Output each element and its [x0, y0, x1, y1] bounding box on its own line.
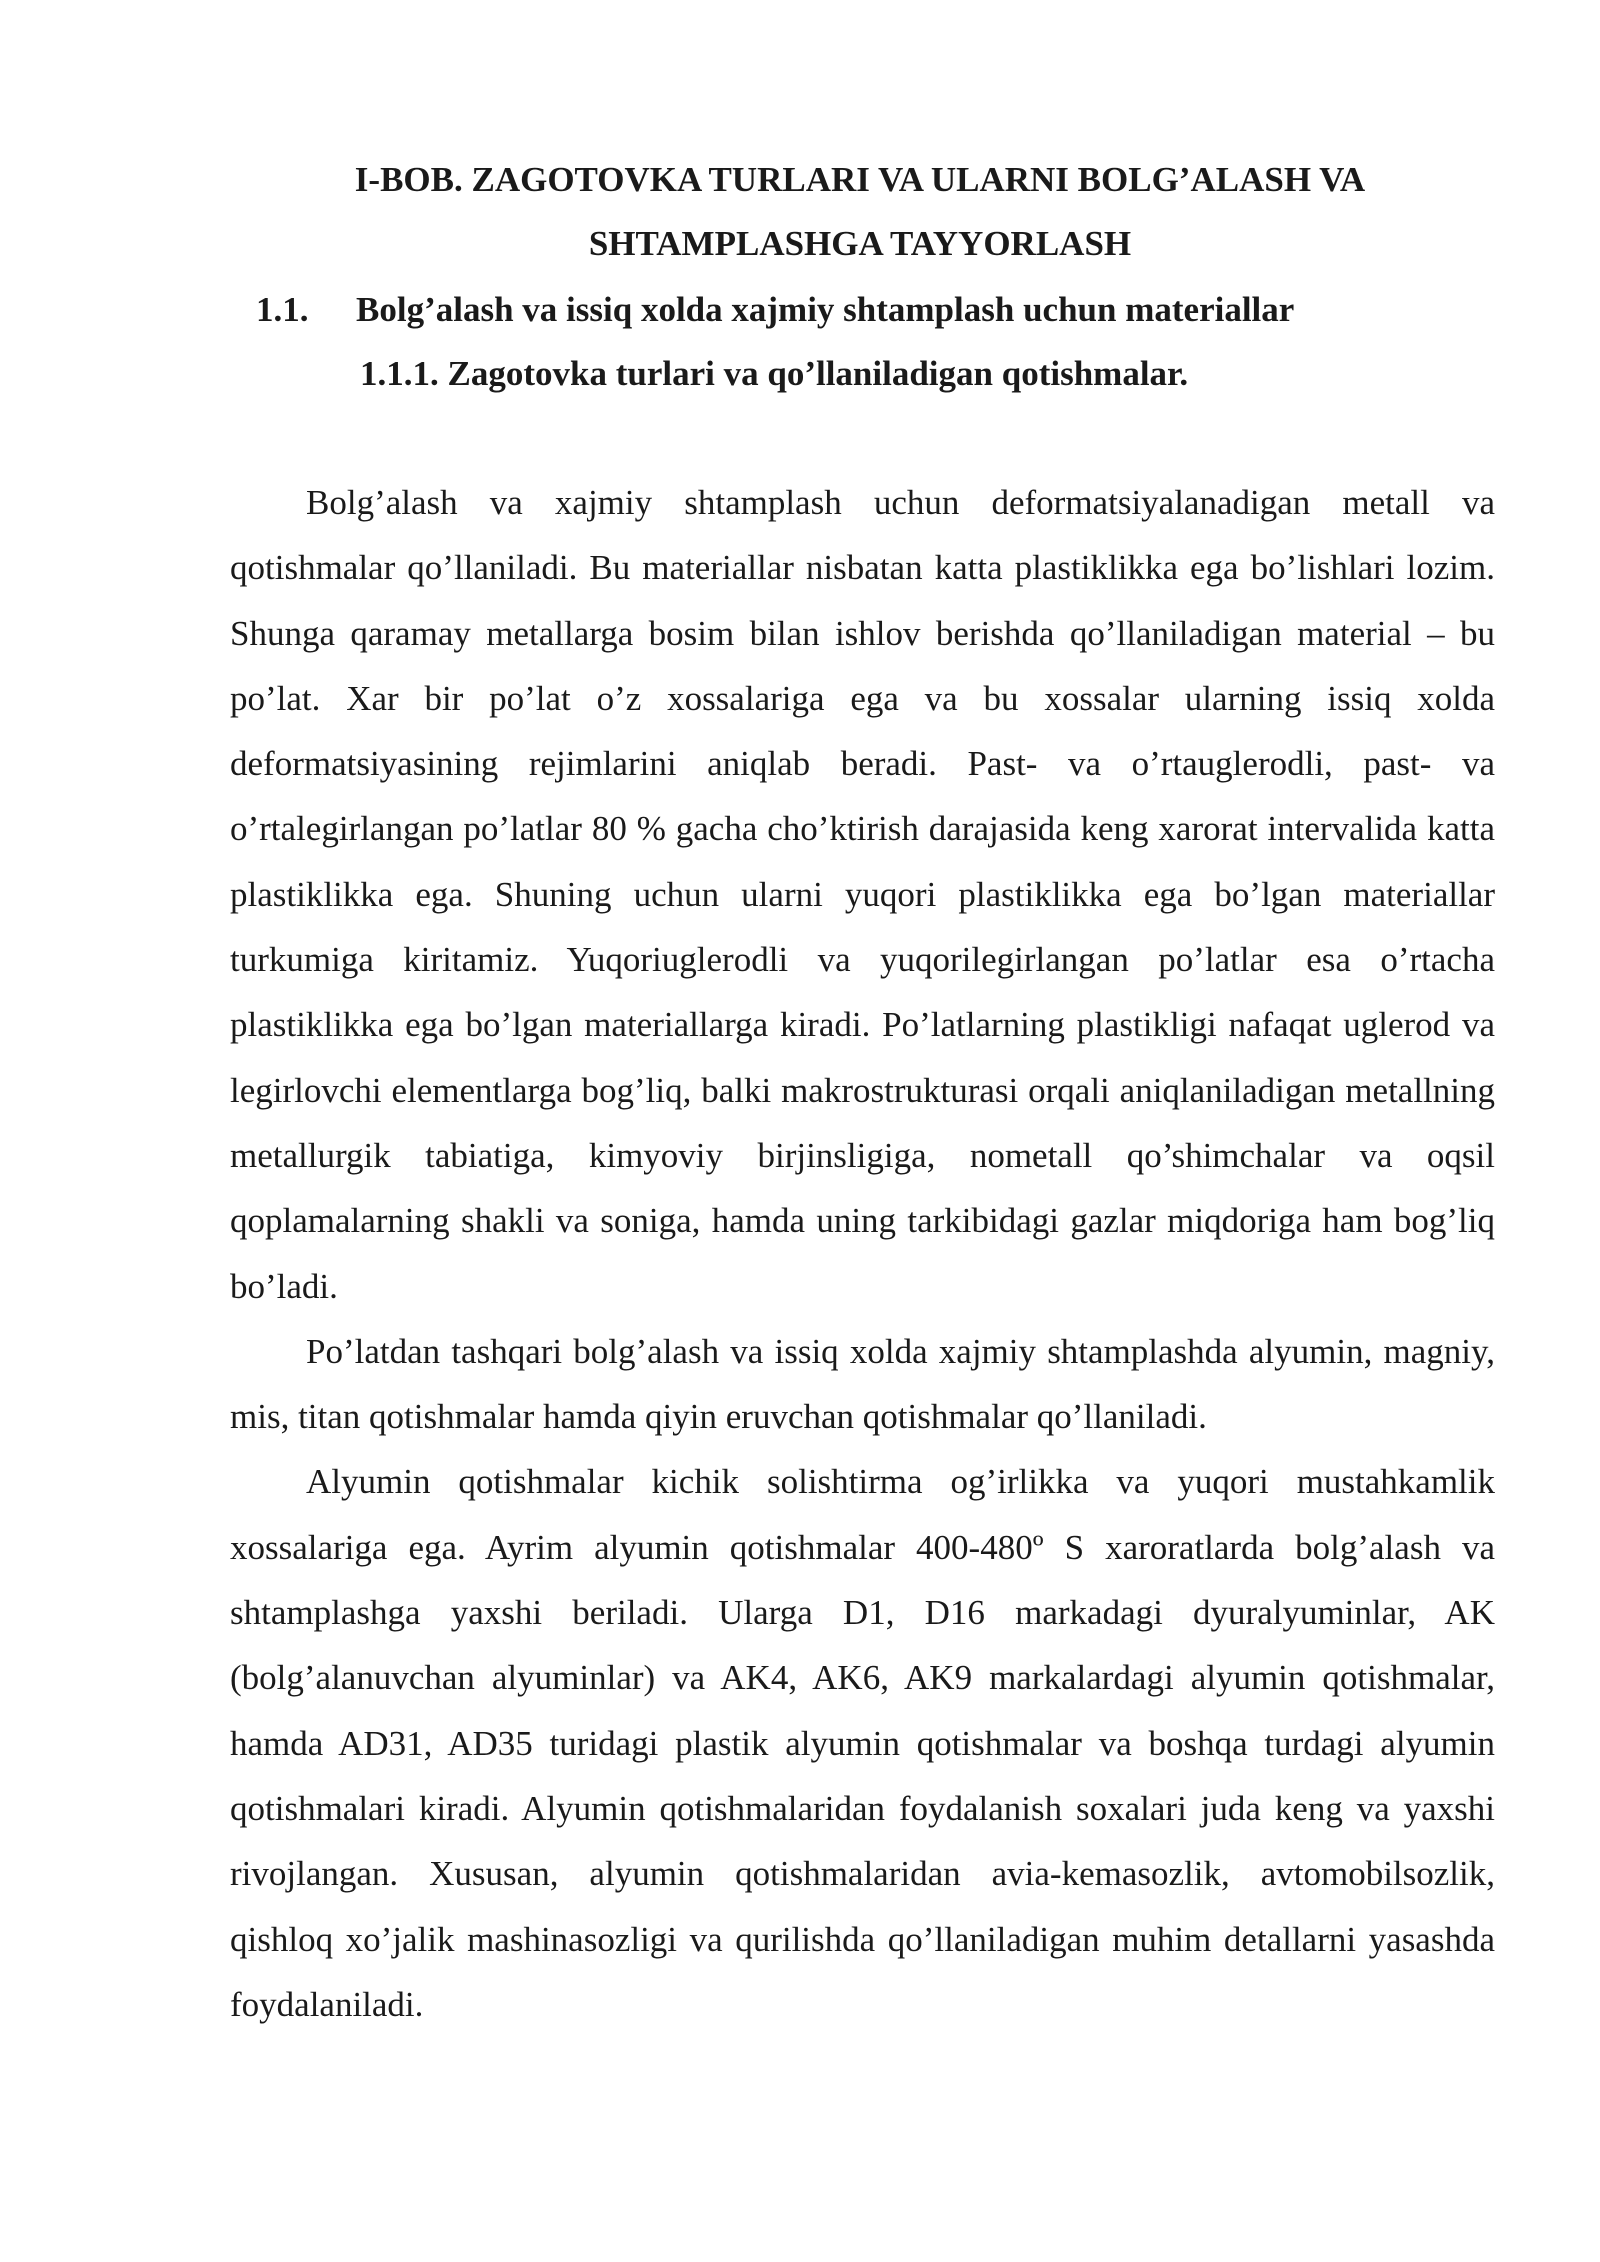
section-heading	[256, 278, 1294, 342]
paragraph-steel: Bolg’alash va xajmiy shtamplash uchun deformatsiyalanadigan metall va qotishmalar qo’llaniladi. Bu materiallar nisbatan katta plastiklikka ega bo’lishlari lozim. Shunga qaramay metallarga bosim bilan ishlov berishda qo’llaniladigan material – bu po’lat. Xar bir po’lat o’z xossalariga ega va bu xossalar ularning issiq xolda deformatsiyasining rejimlarini aniqlab beradi. Past- va o’rtauglerodli, past- va o’rtalegirlangan po’latlar 80 % gacha cho’ktirish darajasida keng xarorat intervalida katta plastiklikka ega. Shuning uchun ularni yuqori plastiklikka ega bo’lgan materiallar turkumiga kiritamiz. Yuqoriuglerodli va yuqorilegirlangan po’latlar esa o’rtacha plastiklikka ega bo’lgan materiallarga kiradi. Po’latlarning plastikligi nafaqat uglerod va legirlovchi elementlarga bog’liq, balki makrostrukturasi orqali aniqlaniladigan metallning metallurgik tabiatiga, kimyoviy birjinsligiga, nometall qo’shimchalar va oqsil qoplamalarning shakli va soniga, hamda uning tarkibidagi gazlar miqdoriga ham bog’liq bo’ladi.	[230, 483, 1495, 1306]
section-title: Bolg’alash va issiq xolda xajmiy shtamplash uchun materiallar	[356, 290, 1295, 329]
body-text	[230, 470, 1495, 2037]
paragraph-aluminium: Alyumin qotishmalar kichik solishtirma og’irlikka va yuqori mustahkamlik xossalariga ega. Ayrim alyumin qotishmalar 400-480º S xaroratlarda bolg’alash va shtamplashga yaxshi beriladi. Ularga D1, D16 markadagi dyuralyuminlar, AK (bolg’alanuvchan alyuminlar) va AK4, AK6, AK9 markalardagi alyumin qotishmalar, hamda AD31, AD35 turidagi plastik alyumin qotishmalar va boshqa turdagi alyumin qotishmalari kiradi. Alyumin qotishmalaridan foydalanish soxalari juda keng va yaxshi rivojlangan. Xususan, alyumin qotishmalaridan avia-kemasozlik, avtomobilsozlik, qishloq xo’jalik mashinasozligi va qurilishda qo’llaniladigan muhim detallarni yasashda foydalaniladi.	[230, 1462, 1495, 2024]
chapter-title-line-2: SHTAMPLASHGA TAYYORLASH	[588, 224, 1132, 263]
subsection-heading: 1.1.1. Zagotovka turlari va qo’llaniladigan qotishmalar.	[360, 354, 1189, 393]
chapter-title-line-1: I-BOB. ZAGOTOVKA TURLARI VA ULARNI BOLG’ALASH VA	[354, 160, 1366, 199]
section-number: 1.1.	[256, 290, 309, 329]
paragraph-other-alloys: Po’latdan tashqari bolg’alash va issiq xolda xajmiy shtamplashda alyumin, magniy, mis, titan qotishmalar hamda qiyin eruvchan qotishmalar qo’llaniladi.	[230, 1331, 1495, 1437]
chapter-title	[230, 148, 1490, 276]
